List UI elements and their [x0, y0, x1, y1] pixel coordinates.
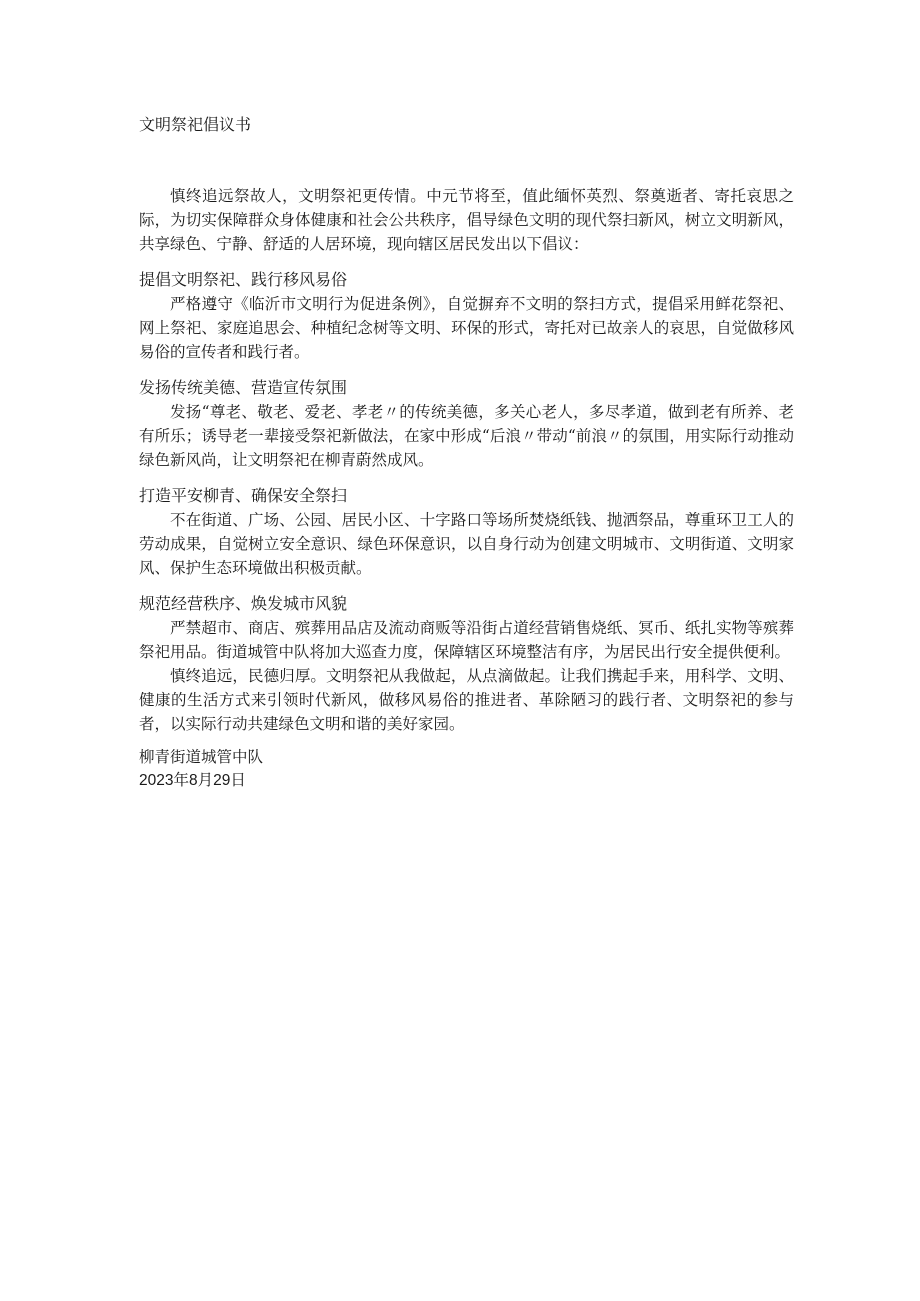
section-heading: 规范经营秩序、焕发城市风貌 — [139, 594, 348, 613]
intro-block — [139, 184, 794, 256]
section-body: 严禁超市、商店、殡葬用品店及流动商贩等沿街占道经营销售烧纸、冥币、纸扎实物等殡葬祭祀用品。街道城管中队将加大巡查力度，保障辖区环境整洁有序，为居民出行安全提供便利。 — [139, 619, 794, 661]
section-heading: 打造平安柳青、确保安全祭扫 — [139, 486, 348, 505]
section-heading: 发扬传统美德、营造宣传氛围 — [139, 378, 348, 397]
section-heading: 提倡文明祭祀、践行移风易俗 — [139, 270, 348, 289]
closing-paragraph: 慎终追远，民德归厚。文明祭祀从我做起，从点滴做起。让我们携起手来，用科学、文明、健康的生活方式来引领时代新风，做移风易俗的推进者、革除陋习的践行者、文明祭祀的参与者，以实际行动共建绿色文明和谐的美好家园。 — [139, 667, 794, 733]
document-title: 文明祭祀倡议书 — [139, 115, 252, 134]
section-body: 发扬“尊老、敬老、爱老、孝老〃的传统美德，多关心老人，多尽孝道，做到老有所养、老有所乐；诱导老一辈接受祭祀新做法，在家中形成“后浪〃带动“前浪〃的氛围，用实际行动推动绿色新风尚，让文明祭祀在柳青蔚然成风。 — [139, 403, 794, 469]
section-body: 不在街道、广场、公园、居民小区、十字路口等场所焚烧纸钱、抛洒祭品，尊重环卫工人的劳动成果，自觉树立安全意识、绿色环保意识，以自身行动为创建文明城市、文明街道、文明家风、保护生态环境做出积极贡献。 — [139, 511, 794, 577]
section-civilized-sacrifice — [139, 267, 794, 364]
signature-date: 2023年8月29日 — [139, 772, 246, 789]
section-traditional-virtue — [139, 375, 794, 472]
document-page — [139, 112, 794, 793]
section-business-order — [139, 591, 794, 736]
signature-block — [139, 745, 794, 793]
signature-organization: 柳青街道城管中队 — [139, 748, 264, 766]
section-safe-sweeping — [139, 483, 794, 580]
intro-paragraph: 慎终追远祭故人，文明祭祀更传情。中元节将至，值此缅怀英烈、祭奠逝者、寄托哀思之际，为切实保障群众身体健康和社会公共秩序，倡导绿色文明的现代祭扫新风，树立文明新风，共享绿色、宁静、舒适的人居环境，现向辖区居民发出以下倡议： — [139, 187, 794, 253]
section-body: 严格遵守《临沂市文明行为促进条例》，自觉摒弃不文明的祭扫方式，提倡采用鲜花祭祀、网上祭祀、家庭追思会、种植纪念树等文明、环保的形式，寄托对已故亲人的哀思，自觉做移风易俗的宣传者和践行者。 — [139, 295, 794, 361]
